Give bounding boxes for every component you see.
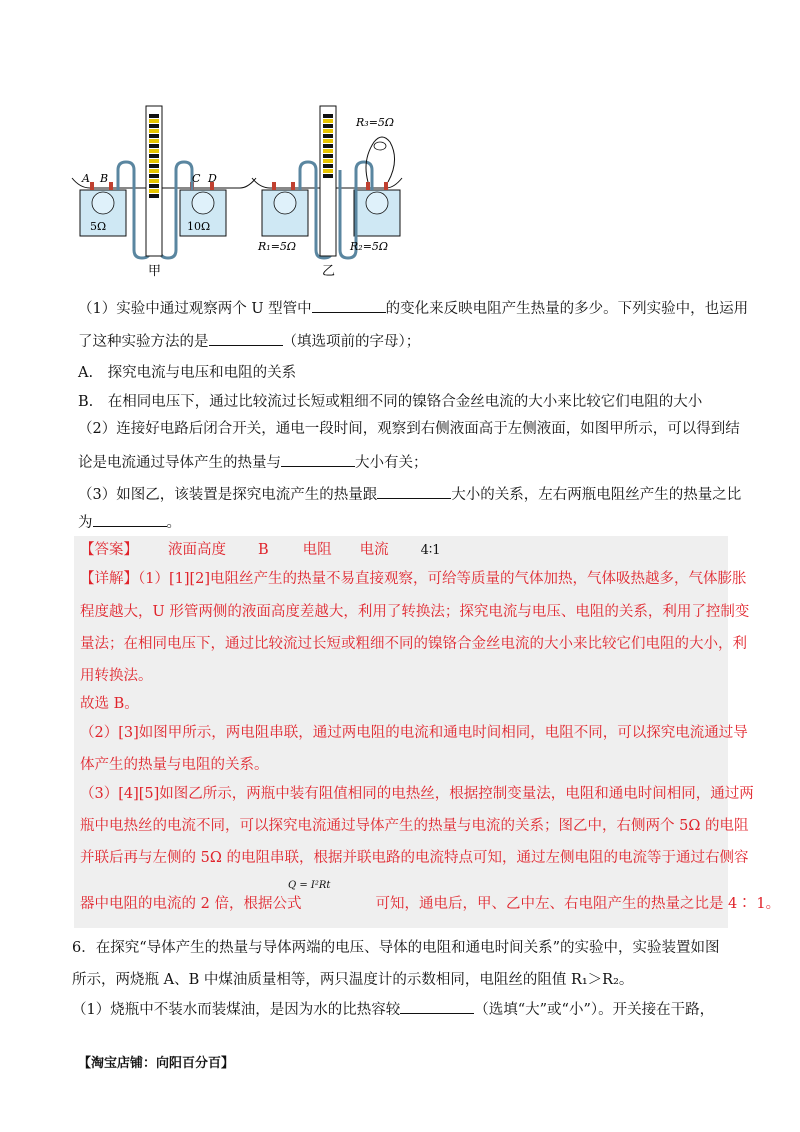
label-r2: R₂=5Ω: [350, 240, 389, 253]
blank-5[interactable]: [93, 512, 167, 527]
q1-text-c: 了这种实验方法的是: [78, 334, 209, 350]
label-5ohm-jia: 5Ω: [90, 220, 107, 233]
q3-line2: [78, 512, 181, 533]
option-b: B. 在相同电压下，通过比较流过长短或粗细不同的镍铬合金丝电流的大小来比较它们电阻的大小: [78, 394, 703, 410]
label-d: D: [208, 172, 217, 185]
q3-line1: [78, 484, 741, 505]
q1-line2: [78, 331, 420, 352]
q3-text-b: 大小的关系，左右两瓶电阻丝产生的热量之比: [451, 487, 742, 503]
answer-label: 【答案】: [80, 542, 138, 558]
q6-line3: [72, 999, 714, 1020]
blank-6[interactable]: [400, 999, 474, 1014]
q2-text-c: 大小有关；: [355, 455, 428, 471]
answer-line: [80, 540, 441, 561]
label-r3: R₃=5Ω: [356, 116, 395, 129]
option-a: A. 探究电流与电压和电阻的关系: [78, 365, 297, 381]
q2-text-b: 论是电流通过导体产生的热量与: [78, 455, 281, 471]
q2-line1: （2）连接好电路后闭合开关，通电一段时间，观察到右侧液面高于左侧液面，如图甲所示，可以得到结: [78, 421, 740, 437]
blank-1[interactable]: [312, 298, 386, 313]
q1-text-d: （填选项前的字母）；: [282, 334, 421, 350]
detail-line-8: （3）[4][5]如图乙所示，两瓶中装有阻值相同的电热丝，根据控制变量法，电阻和通电时间相同，通过两: [80, 786, 754, 802]
caption-jia: 甲: [148, 264, 162, 279]
label-10ohm-jia: 10Ω: [187, 220, 211, 233]
answer-item-1: 液面高度: [168, 542, 226, 558]
detail-last-a: 器中电阻的电流的 2 倍，根据公式: [80, 896, 302, 912]
answer-item-3: 电阻: [302, 542, 332, 558]
detail-line-6: （2）[3]如图甲所示，两电阻串联，通过两电阻的电流和通电时间相同，电阻不同，可以探究电流通过导: [80, 725, 748, 741]
label-c: C: [192, 172, 201, 185]
q1-text-a: （1）实验中通过观察两个 U 型管中: [78, 301, 312, 317]
q6-line2: 所示，两烧瓶 A、B 中煤油质量相等，两只温度计的示数相同，电阻丝的阻值 R₁＞R₂。: [72, 972, 634, 988]
q6-line1: 6．在探究“导体产生的热量与导体两端的电压、导体的电阻和通电时间关系”的实验中，实验装置如图: [72, 940, 720, 956]
footer-shop: 【淘宝店铺：向阳百分百】: [78, 1056, 235, 1071]
q2-line2: [78, 452, 428, 473]
detail-line-1: 【详解】（1）[1][2]电阻丝产生的热量不易直接观察，可给等质量的气体加热，气体吸热越多，气体膨胀: [80, 571, 747, 587]
q6-text-a: （1）烧瓶中不装水而装煤油，是因为水的比热容较: [72, 1002, 401, 1018]
label-r1: R₁=5Ω: [258, 240, 297, 253]
detail-line-11: [80, 894, 780, 914]
detail-line-4: 用转换法。: [80, 668, 153, 684]
q3-text-d: 。: [166, 515, 181, 531]
caption-yi: 乙: [322, 264, 336, 279]
q1-line1: [78, 298, 748, 319]
apparatus-figure: [70, 100, 430, 285]
q6-text-b: （选填“大”或“小”）。开关接在干路，: [474, 1002, 715, 1018]
detail-line-7: 体产生的热量与电阻的关系。: [80, 757, 269, 773]
answer-item-4: 电流: [359, 542, 389, 558]
detail-line-9: 瓶中电热丝的电流不同，可以探究电流通过导体产生的热量与电流的关系；图乙中，右侧两个 5Ω 的电阻: [80, 818, 749, 834]
label-b: B: [100, 172, 109, 185]
detail-line-3: 量法；在相同电压下，通过比较流过长短或粗细不同的镍铬合金丝电流的大小来比较它们电阻的大小，利: [80, 636, 747, 652]
answer-item-2: B: [258, 542, 269, 558]
detail-line-5: 故选 B。: [80, 696, 139, 712]
q3-text-c: 为: [78, 515, 93, 531]
blank-3[interactable]: [281, 452, 355, 467]
answer-item-5: 4∶1: [420, 543, 441, 558]
apparatus-diagram: [70, 100, 430, 285]
detail-last-b: 可知，通电后，甲、乙中左、右电阻产生的热量之比是 4∶ 1。: [375, 896, 781, 912]
q3-text-a: （3）如图乙，该装置是探究电流产生的热量跟: [78, 487, 378, 503]
label-a: A: [82, 172, 90, 185]
blank-2[interactable]: [209, 331, 283, 346]
formula-q-i2rt: Q = I²Rt: [288, 880, 331, 891]
q1-text-b: 的变化来反映电阻产生热量的多少。下列实验中，也运用: [385, 301, 749, 317]
detail-line-2: 程度越大，U 形管两侧的液面高度差越大，利用了转换法；探究电流与电压、电阻的关系，利用了控制变: [80, 604, 750, 620]
detail-line-10: 并联后再与左侧的 5Ω 的电阻串联，根据并联电路的电流特点可知，通过左侧电阻的电流等于通过右侧容: [80, 850, 749, 866]
blank-4[interactable]: [377, 484, 451, 499]
